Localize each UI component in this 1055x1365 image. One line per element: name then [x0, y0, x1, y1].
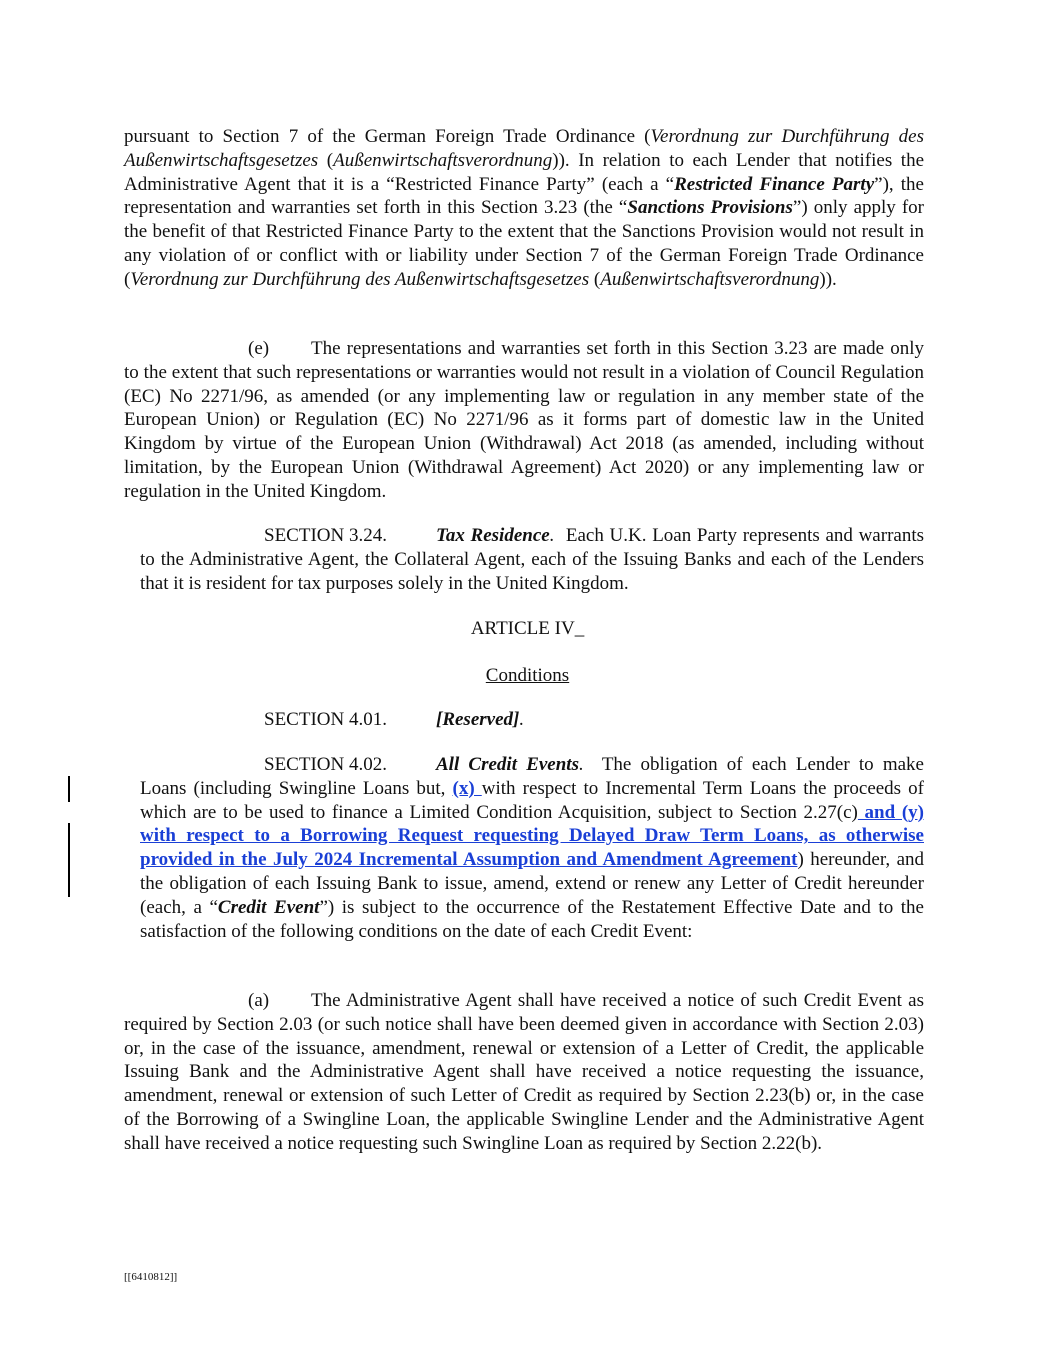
section-number: SECTION 3.24.	[264, 525, 387, 546]
paragraph-label: (e)	[248, 338, 270, 359]
section-number: SECTION 4.02.	[264, 754, 387, 775]
inserted-text: (x)	[452, 777, 482, 799]
document-id-footer: [[6410812]]	[124, 1271, 178, 1283]
section-3-24: SECTION 3.24. Tax Residence. Each U.K. Loan Party represents and warrants to the Administrative Agent, the Collateral Agent, each of the Issuing Banks and each of the Lenders that it is resident for tax purposes solely in the United Kingdom.	[140, 525, 925, 594]
text-run: pursuant to Section 7 of the German Foreign Trade Ordinance (	[124, 126, 651, 147]
defined-term-sanctions-provisions: Sanctions Provisions	[627, 197, 793, 219]
paragraph-d-continuation: pursuant to Section 7 of the German Foreign Trade Ordinance (Verordnung zur Durchführung des Außenwirtschaftsgesetzes (Außenwirtschaftsverordnung)). In relation to each Lender that notifies the Administrative Agent that it is a “Restricted Finance Party” (each a “Restricted Finance Party”), the representation and warranties set forth in this Section 3.23 (the “Sanctions Provisions”) only apply for the benefit of that Restricted Finance Party to the extent that the Sanctions Provision would not result in any violation of or conflict with or liability under Section 7 of the German Foreign Trade Ordinance (Verordnung zur Durchführung des Außenwirtschaftsgesetzes (Außenwirtschaftsverordnung)).	[124, 126, 925, 290]
german-term: Außenwirtschaftsverordnung	[600, 268, 820, 290]
section-4-02: SECTION 4.02. All Credit Events. The obligation of each Lender to make Loans (including Swingline Loans but, (x) with respect to Incremental Term Loans the proceeds of which are to be used to finance a Limited Condition Acquisition, subject to Section 2.27(c) and (y) with respect to a Borrowing Request requesting Delayed Draw Term Loans, as otherwise provided in the July 2024 Incremental Assumption and Amendment Agreement) hereunder, and the obligation of each Issuing Bank to issue, amend, extend or renew any Letter of Credit hereunder (each, a “Credit Event”) is subject to the occurrence of the Restatement Effective Date and to the satisfaction of the following conditions on the date of each Credit Event:	[140, 754, 925, 942]
section-text: Each U.K. Loan Party represents and warrants to the Administrative Agent, the Collateral Agent, each of the Issuing Banks and each of the Lenders that it is resident for tax purposes solely in the United Kingdom.	[140, 525, 925, 594]
defined-term-credit-event: Credit Event	[217, 896, 320, 918]
text-run: with respect to Incremental Term Loans the proceeds of which are to be used to finance a Limited Condition Acquisition, subject to Section 2.27(c)	[140, 777, 924, 823]
text-run: The obligation of each Lender to make Loans (including Swingline Loans but,	[140, 754, 924, 799]
text-run: ”), the representation and warranties set forth in this Section 3.23 (the “	[124, 173, 924, 219]
section-4-01: SECTION 4.01. [Reserved].	[264, 709, 525, 730]
paragraph-text: The Administrative Agent shall have received a notice of such Credit Event as required by Section 2.03 (or such notice shall have been deemed given in accordance with Section 2.03) or, in the case of the issuance, amendment, renewal or extension of a Letter of Credit, the applicable Issuing Bank and the Administrative Agent shall have received a notice requesting the issuance, amendment, renewal or extension of such Letter of Credit as required by Section 2.23(b) or, in the case of the Borrowing of a Swingline Loan, the applicable Swingline Lender and the Administrative Agent shall have received a notice requesting such Swingline Loan as required by Section 2.22(b).	[124, 990, 924, 1154]
paragraph-text: The representations and warranties set forth in this Section 3.23 are made only to the extent that such representations or warranties would not result in a violation of Council Regulation (EC) No 2271/96, as amended (or any implementing law or regulation in any member state of the European Union) or Regulation (EC) No 2271/96 as it forms part of domestic law in the United Kingdom by virtue of the European Union (Withdrawal) Act 2018 (as amended, including without limitation, by the European Union (Withdrawal Agreement) Act 2020) or any implementing law or regulation in the United Kingdom.	[124, 338, 924, 502]
section-title: [Reserved]	[436, 709, 520, 730]
section-title: Tax Residence	[436, 525, 550, 546]
inserted-text: and (y) with respect to a Borrowing Request requesting Delayed Draw Term Loans, as otherwise provided in the July 2024 Incremental Assumption and Amendment Agreement	[140, 801, 924, 871]
paragraph-a	[124, 989, 924, 1156]
defined-term-restricted-finance-party: Restricted Finance Party	[674, 173, 875, 195]
text-run: ”) is subject to the occurrence of the Restatement Effective Date and to the satisfaction of the following conditions on the date of each Credit Event:	[140, 896, 924, 942]
text-run: ”) only apply for the benefit of that Restricted Finance Party to the extent that the Sanctions Provision would not result in any violation of or conflict with or liability under Section 7 of the German Foreign Trade Ordinance (	[124, 197, 925, 290]
paragraph-e	[124, 337, 924, 504]
german-term: Verordnung zur Durchführung des Außenwirtschaftsgesetzes	[130, 268, 590, 290]
paragraph-label: (a)	[248, 990, 270, 1011]
text-run: ) hereunder, and the obligation of each Issuing Bank to issue, amend, extend or renew any Letter of Credit hereunder (each, a “	[140, 849, 925, 918]
section-title: All Credit Events	[436, 754, 579, 775]
text-run: )). In relation to each Lender that notifies the Administrative Agent that it is a “Restricted Finance Party” (each a “	[124, 149, 925, 195]
change-bar	[68, 823, 70, 897]
article-title: Conditions	[485, 665, 570, 686]
german-term: Außenwirtschaftsverordnung	[333, 149, 553, 171]
article-heading: ARTICLE IV_	[470, 618, 585, 639]
section-number: SECTION 4.01.	[264, 709, 387, 730]
change-bar	[68, 776, 70, 802]
german-term: Verordnung zur Durchführung des Außenwirtschaftsgesetzes	[124, 126, 924, 171]
